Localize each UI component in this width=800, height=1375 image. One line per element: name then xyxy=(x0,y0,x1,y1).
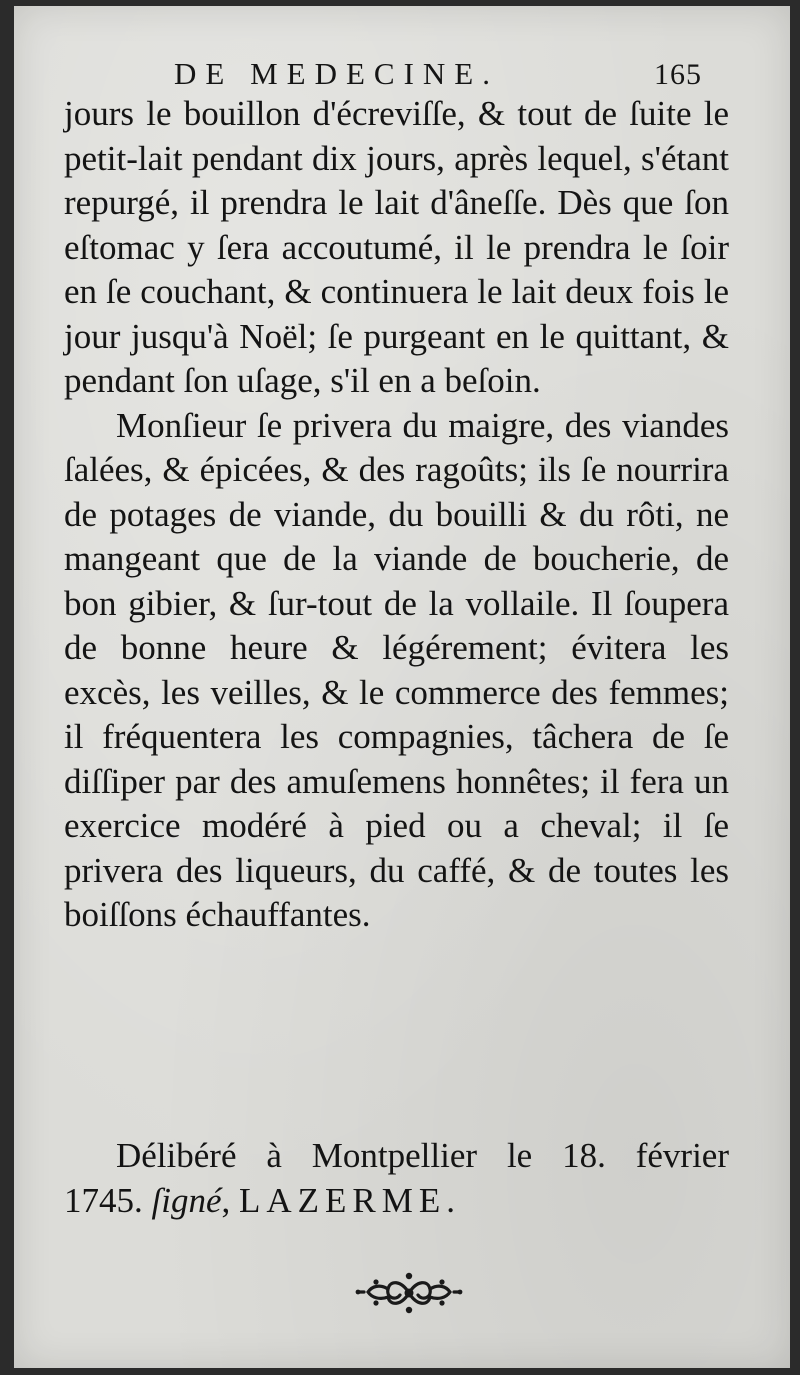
paragraph-continuation: jours le bouillon d'écreviſſe, & tout de ſuite le petit-lait pendant dix jours, après lequel, s'étant repurgé, il prendra le lait d'âneſſe. Dès que ſon eſtomac y ſera accoutumé, il le prendra le ſoir en ſe couchant, & continuera le lait deux fois le jour jusqu'à Noël; ſe purgeant en le quittant, & pendant ſon uſage, s'il en a beſoin. xyxy=(64,94,729,400)
page-number: 165 xyxy=(654,58,702,91)
signe-word: ſigné xyxy=(151,1180,222,1220)
signature-separator: , xyxy=(221,1180,231,1220)
paragraph-regimen: Monſieur ſe privera du maigre, des viandes ſalées, & épicées, & des ragoûts; ils ſe nourrira de potages de viande, du bouilli & du rôti, ne mangeant que de la viande de boucherie, de bon gibier, & ſur-tout de la vollaile. Il ſoupera de bonne heure & légérement; évitera les excès, les veilles, & le commerce des femmes; il fréquentera les compagnies, tâchera de ſe diſſiper par des amuſemens honnêtes; il fera un exercice modéré à pied ou a cheval; il ſe privera des liqueurs, du caffé, & de toutes les boiſſons échauffantes. xyxy=(64,405,729,934)
author-name: LAZERME. xyxy=(238,1180,461,1220)
running-title: DE MEDECINE. xyxy=(174,56,499,91)
book-page xyxy=(14,6,790,1368)
fleuron-ornament-icon xyxy=(354,1268,464,1318)
closing-signature xyxy=(64,1134,729,1223)
deliberation-line: Délibéré à Montpellier le 18. février xyxy=(116,1136,729,1175)
signature-date: 1745. xyxy=(64,1180,143,1220)
signature-line xyxy=(64,1179,729,1224)
main-text xyxy=(64,92,729,938)
